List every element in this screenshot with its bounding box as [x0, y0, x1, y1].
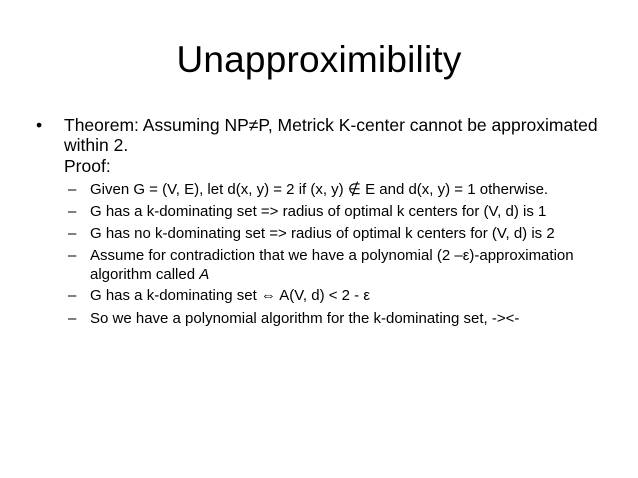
dash-marker: – — [68, 203, 77, 220]
algorithm-name: A — [199, 266, 210, 283]
dash-marker: – — [68, 287, 77, 304]
proof-step-4-text: Assume for contradiction that we have a polynomial (2 –ε)-approximation algorithm called — [90, 247, 574, 283]
slide-title: Unapproximibility — [176, 39, 462, 80]
proof-step-5: G has a k-dominating set ⇔ A(V, d) < 2 - ε — [90, 287, 371, 304]
proof-step-4 — [90, 246, 610, 284]
dash-marker: – — [68, 181, 77, 198]
proof-label: Proof: — [64, 156, 111, 176]
proof-step-2: G has a k-dominating set => radius of optimal k centers for (V, d) is 1 — [90, 203, 547, 220]
proof-step-3: G has no k-dominating set => radius of optimal k centers for (V, d) is 2 — [90, 225, 555, 242]
bullet-marker: • — [36, 115, 43, 135]
proof-step-6: So we have a polynomial algorithm for the k-dominating set, -><- — [90, 310, 520, 327]
dash-marker: – — [68, 247, 77, 264]
theorem-text: Theorem: Assuming NP≠P, Metrick K-center cannot be approximated within 2. — [64, 115, 598, 155]
dash-marker: – — [68, 310, 77, 327]
dash-marker: – — [68, 225, 77, 242]
proof-step-1: Given G = (V, E), let d(x, y) = 2 if (x, y) ∉ E and d(x, y) = 1 otherwise. — [90, 181, 549, 198]
